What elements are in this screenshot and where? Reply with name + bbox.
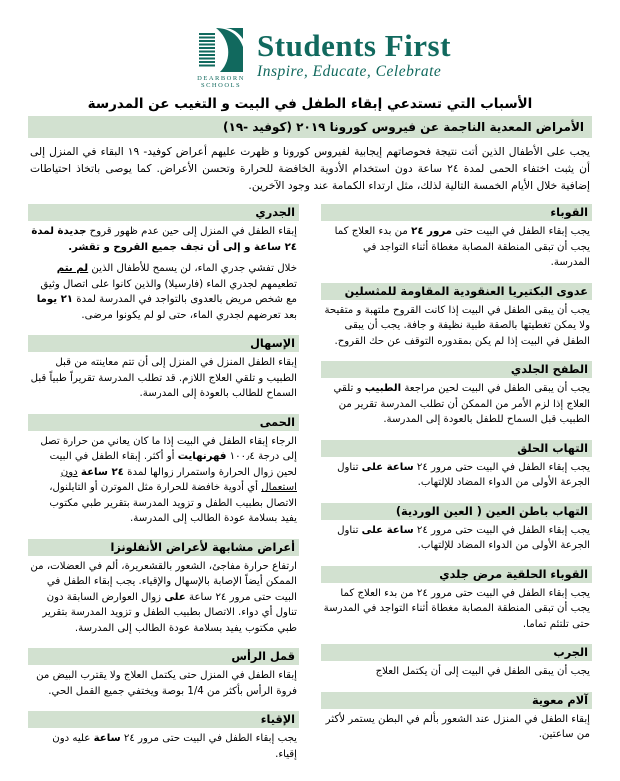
section-body: الرجاء إبقاء الطفل في البيت إذا ما كان يعاني من حرارة تصل إلى درجة ١٠٠٫٤ فهرنهايت أو أكثر. إبقاء الطفل في البيت لحين زوال الحرارة واستمرار زوالها لمدة ٢٤ ساعة دون استعمال أي أدوية خافضة للحرارة مثل الموترن أو التايلنول، الاتصال بطبيب الطفل و تزويد المدرسة بتقرير طبي مكتوب يفيد بسلامة عودة الطالب إلى المدرسة. [40, 435, 297, 525]
section-diarrhea [28, 335, 299, 402]
brand-name: Students First [257, 28, 451, 63]
section-mrsa [321, 283, 592, 350]
section-fever [28, 414, 299, 527]
section-head-lice [28, 648, 299, 699]
logo-mark-line1: DEARBORN [197, 75, 245, 82]
section-body: إبقاء الطفل المنزل في المنزل إلى أن تتم معاينته من قبل الطبيب و تلقي العلاج اللازم. قد تطلب المدرسة تقريراً طبياً قبل السماح للطالب بالعودة إلى المدرسة. [30, 357, 297, 400]
section-flu-like-symptoms [28, 539, 299, 637]
section-header-scabies: الجرب [321, 644, 592, 661]
content-columns [28, 204, 592, 774]
section-ringworm [321, 566, 592, 633]
logo-mark-line2: SCHOOLS [200, 82, 242, 90]
brand-tagline: Inspire, Educate, Celebrate [257, 63, 442, 80]
section-body: يجب إبقاء الطفل في البيت حتى مرور ٢٤ ساعة على تناول الجرعة الأولى من الدواء المضاد للإلتهاب. [337, 461, 590, 489]
section-body: يجب إبقاء الطفل في البيت حتى مرور ٢٤ من بدء العلاج كما يجب أن تبقى المنطقة المصابة مغطاة أثناء التواجد في المدرسة. [334, 226, 590, 269]
section-body: يجب إبقاء الطفل في البيت حتى مرور ٢٤ من بدء العلاج كما يجب أن تبقى المنطقة المصابة مغطاة أثناء التواجد في المدرسة حتى تلتئم تماما. [323, 587, 590, 630]
header [54, 26, 592, 90]
section-vomiting [28, 711, 299, 762]
section-header-vomiting: الإقياء [28, 711, 299, 728]
section-header-mrsa: عدوى البكتيريا العنقودية المقاومة للمثسلين [321, 283, 592, 300]
section-chickenpox [28, 204, 299, 323]
section-body: يجب إبقاء الطفل في البيت حتى مرور ٢٤ ساعة على تناول الجرعة الأولى من الدواء المضاد للإلتهاب. [337, 524, 590, 552]
section-header-head-lice: قمل الرأس [28, 648, 299, 665]
section-body: إبقاء الطفل في المنزل عند الشعور بألم في البطن يستمر لأكثر من ساعتين. [325, 713, 590, 741]
section-body: يجب أن يبقى الطفل في البيت إذا كانت القروح ملتهبة و متقيحة ولا يمكن تغطيتها بالصقة طبية نظيفة و جافة. يجب أن يبقى الطفل في البيت إذا لم يكن بمقدوره التوقف عن حك القروح. [324, 304, 590, 347]
section-header-stomach-aches: آلام معوية [321, 692, 592, 709]
section-body: إبقاء الطفل في المنزل حتى يكتمل العلاج ولا يقترب البيض من فروة الرأس بأكثر من 1/4 بوصة ويختفي جميع القمل الحي. [36, 670, 297, 697]
section-sore-throat [321, 440, 592, 491]
intro-paragraph: يجب على الأطفال الذين أتت نتيجة فحوصاتهم إيجابية لفيروس كورونا و ظهرت عليهم أعراض كوفيد- ١٩ البقاء في المنزل إلى أن يثبت اختفاء الحمى لمدة ٢٤ ساعة دون استخدام الأدوية الخافضة للحرارة وتحسن الأعراض. كما يوصى باتخاذ احتياطات إضافية خلال الأيام الخمسة التالية لذلك، مثل ارتداء الكمامة عند وجود الآخرين. [30, 144, 591, 193]
column-left [28, 204, 299, 774]
section-scabies [321, 644, 592, 680]
section-header-fever: الحمى [28, 414, 299, 431]
section-pink-eye [321, 503, 592, 554]
page-title: الأسباب التي تستدعي إبقاء الطفل في البيت و التغيب عن المدرسة [87, 95, 533, 112]
section-header-pink-eye: التهاب باطن العين ( العين الوردية) [321, 503, 592, 520]
dearborn-logo-icon [197, 26, 245, 74]
section-body: يجب أن يبقى الطفل في البيت لحين مراجعة الطبيب و تلقي العلاج إذا لزم الأمر من الممكن أن تطلب المدرسة تقرير من الطبيب قبل السماح للطفل بالعودة إلى المدرسة. [333, 383, 590, 426]
section-header-skin-rash: الطفح الجلدي [321, 361, 592, 378]
section-body: يجب أن يبقى الطفل في البيت إلى أن يكتمل العلاج [375, 666, 590, 678]
section-header-diarrhea: الإسهال [28, 335, 299, 352]
section-impetigo [321, 204, 592, 271]
section-skin-rash [321, 361, 592, 428]
section-body: إبقاء الطفل في المنزل إلى حين عدم ظهور قروح جديدة لمدة ٢٤ ساعة و إلى أن تجف جميع القروح و تقشر. [31, 226, 297, 253]
section-header-ringworm: القوباء الحلقية مرض جلدي [321, 566, 592, 583]
section-header-chickenpox: الجدري [28, 204, 299, 221]
section-body: ارتفاع حرارة مفاجئ، الشعور بالقشعريرة، ألم في العضلات، من الممكن أيضاً الإصابة بالإسهال والإقياء. يجب إبقاء الطفل في البيت حتى مرور ٢٤ ساعة على زوال العوارض السابقة دون تناول أي دواء. الاتصال بطبيب الطفل و تزويد المدرسة بتقرير طبي مكتوب يفيد بسلامة عودة الطالب إلى المدرسة. [30, 560, 297, 634]
section-header-impetigo: القوباء [321, 204, 592, 221]
section-header-sore-throat: التهاب الحلق [321, 440, 592, 457]
section-body: يجب إبقاء الطفل في البيت حتى مرور ٢٤ ساعة عليه دون إقياء. [52, 733, 297, 760]
dearborn-schools-logo [195, 26, 247, 90]
covid-banner: الأمراض المعدية الناجمة عن فيروس كورونا ٢٠١٩ (كوفيد -١٩) [28, 116, 592, 138]
column-right [321, 204, 592, 755]
section-header-flu-like-symptoms: أعراض مشابهة لأعراض الأنفلونزا [28, 539, 299, 556]
section-body: خلال تفشي جدري الماء، لن يسمح للأطفال الذين لم يتم تطعيمهم لجدري الماء (فارسيلا) والذين كانوا على اتصال وثيق مع شخص مريض بالعدوى بالتواجد في المدرسة لمدة ٢١ يوما بعد تعرضهم لجدري الماء، حتى لو لم يكونوا مرضى. [36, 263, 297, 321]
section-stomach-aches [321, 692, 592, 743]
